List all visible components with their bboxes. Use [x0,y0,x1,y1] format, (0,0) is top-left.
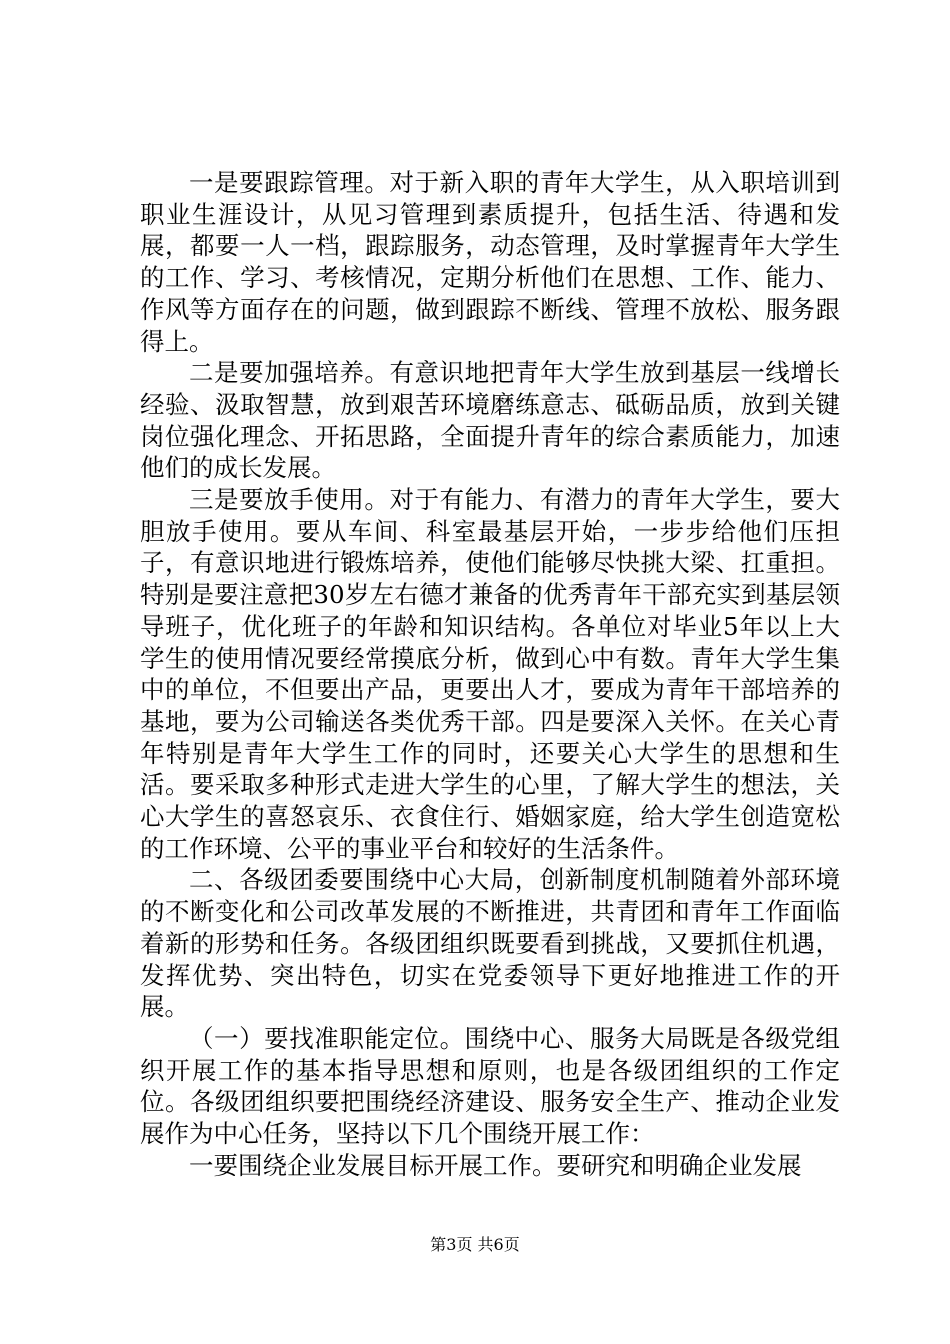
paragraph-league-committees: 二、各级团委要围绕中心大局，创新制度机制随着外部环境的不断变化和公司改革发展的不断推进，共青团和青年工作面临着新的形势和任务。各级团组织既要看到挑战，又要抓住机遇，发挥优势、突出特色，切实在党委领导下更好地推进工作的开展。 [140,865,840,1022]
page-number-footer: 第3页 共6页 [430,1235,520,1254]
paragraph-strengthen-training: 二是要加强培养。有意识地把青年大学生放到基层一线增长经验、汲取智慧，放到艰苦环境磨练意志、砥砺品质，放到关键岗位强化理念、开拓思路，全面提升青年的综合素质能力，加速他们的成长发展。 [140,358,840,483]
paragraph-tracking-management: 一是要跟踪管理。对于新入职的青年大学生，从入职培训到职业生涯设计，从见习管理到素质提升，包括生活、待遇和发展，都要一人一档，跟踪服务，动态管理，及时掌握青年大学生的工作、学习、考核情况，定期分析他们在思想、工作、能力、作风等方面存在的问题，做到跟踪不断线、管理不放松、服务跟得上。 [140,168,840,356]
paragraph-development-goals: 一要围绕企业发展目标开展工作。要研究和明确企业发展 [189,1150,802,1180]
document-body [140,167,840,1182]
paragraph-bold-use: 三是要放手使用。对于有能力、有潜力的青年大学生，要大胆放手使用。要从车间、科室最基层开始，一步步给他们压担子，有意识地进行锻炼培养，使他们能够尽快挑大梁、扛重担。特别是要注意把30岁左右德才兼备的优秀青年干部充实到基层领导班子，优化班子的年龄和知识结构。各单位对毕业5年以上大学生的使用情况要经常摸底分析，做到心中有数。青年大学生集中的单位，不但要出产品，更要出人才，要成为青年干部培养的基地，要为公司输送各类优秀干部。四是要深入关怀。在关心青年特别是青年大学生工作的同时，还要关心大学生的思想和生活。要采取多种形式走进大学生的心里，了解大学生的想法，关心大学生的喜怒哀乐、衣食住行、婚姻家庭，给大学生创造宽松的工作环境、公平的事业平台和较好的生活条件。 [140,485,840,863]
paragraph-functional-positioning: （一）要找准职能定位。围绕中心、服务大局既是各级党组织开展工作的基本指导思想和原则，也是各级团组织的工作定位。各级团组织要把围绕经济建设、服务安全生产、推动企业发展作为中心任务，坚持以下几个围绕开展工作： [140,1023,840,1149]
